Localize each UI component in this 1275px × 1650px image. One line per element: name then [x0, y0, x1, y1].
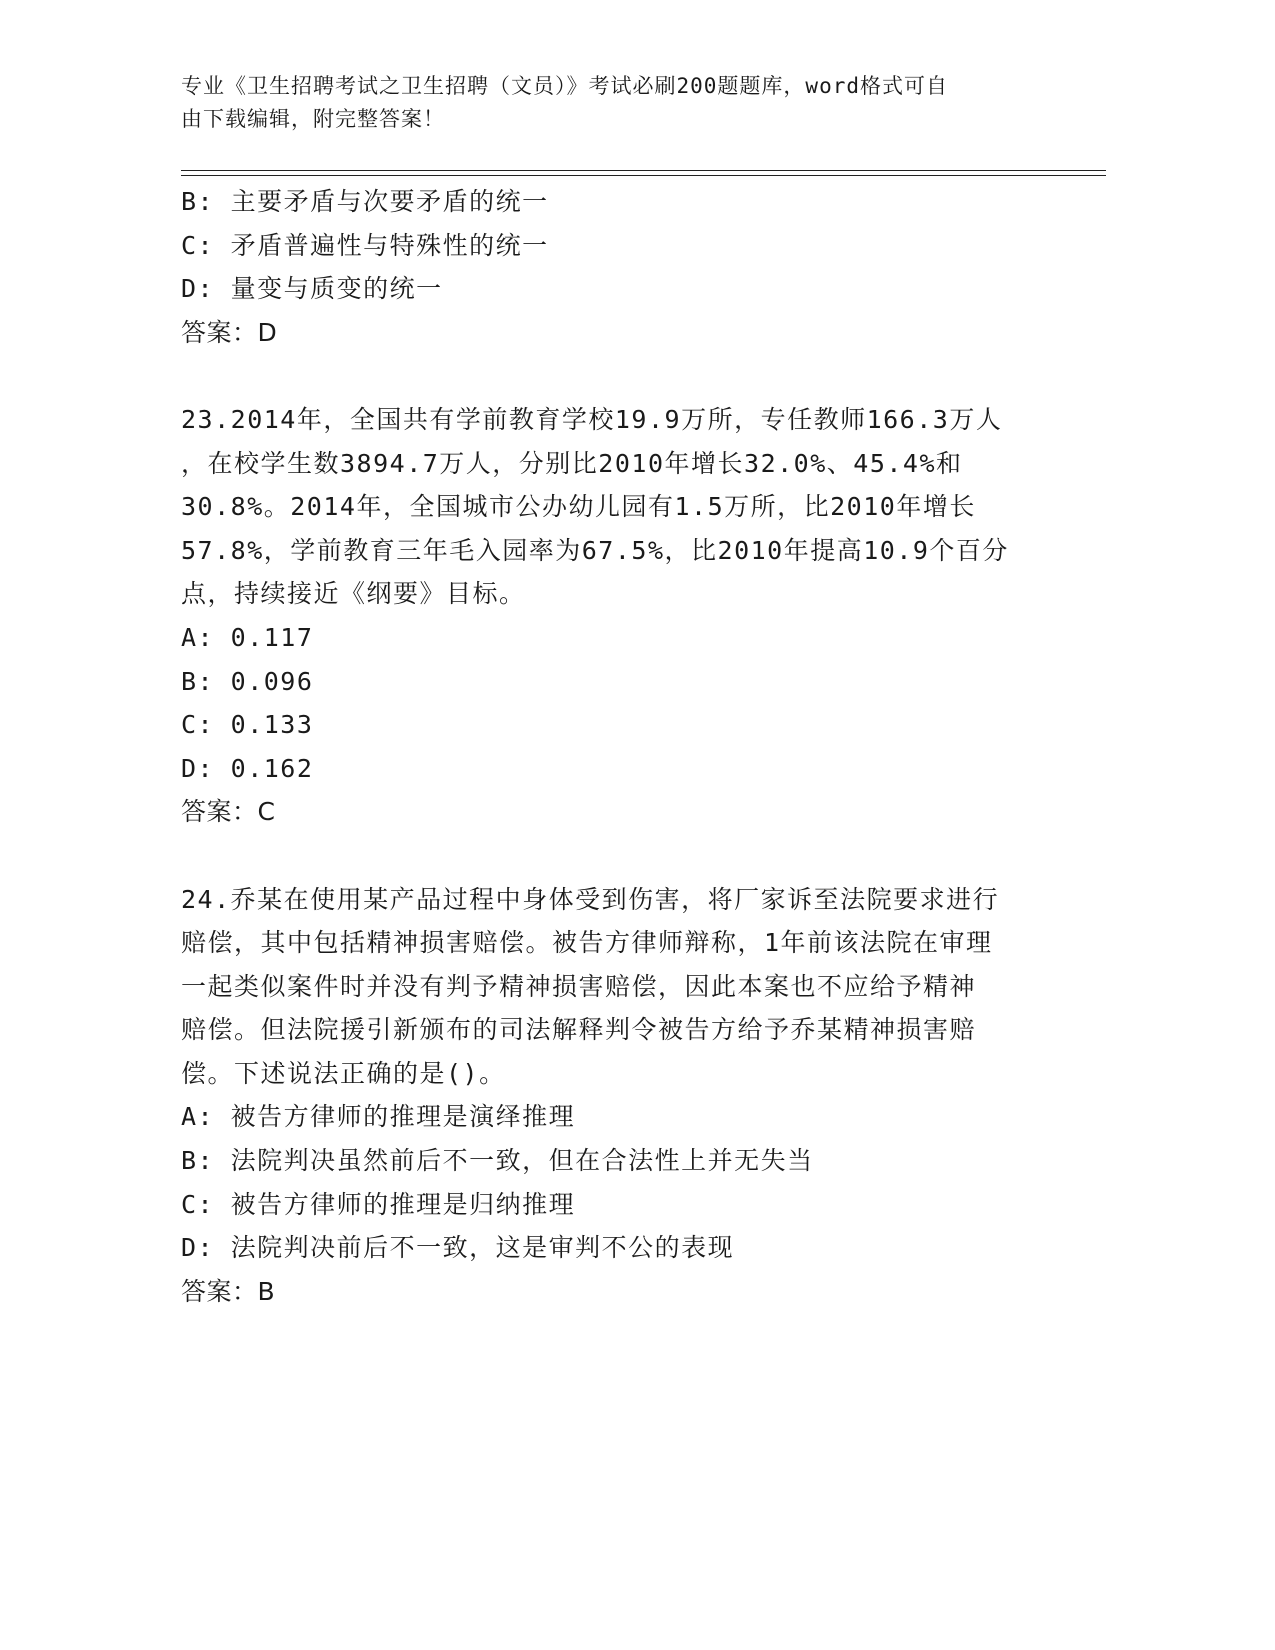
- q24-text-line-3: 一起类似案件时并没有判予精神损害赔偿，因此本案也不应给予精神: [181, 971, 977, 1001]
- document-header: [181, 70, 1061, 136]
- header-line-2: 由下载编辑，附完整答案！: [181, 107, 445, 131]
- header-line-1: 专业《卫生招聘考试之卫生招聘（文员）》考试必刷200题题库，word格式可自: [181, 74, 948, 98]
- question-23: [181, 398, 1041, 834]
- q22-option-b: B: 主要矛盾与次要矛盾的统一: [181, 187, 549, 216]
- q23-option-c: C: 0.133: [181, 710, 314, 740]
- q24-option-b: B: 法院判决虽然前后不一致，但在合法性上并无失当: [181, 1146, 814, 1176]
- q24-text-line-5: 偿。下述说法正确的是()。: [181, 1058, 506, 1088]
- spacer: [181, 354, 1041, 398]
- q23-text-line-1: 23.2014年，全国共有学前教育学校19.9万所，专任教师166.3万人: [181, 404, 1003, 434]
- q22-option-c: C: 矛盾普遍性与特殊性的统一: [181, 230, 549, 260]
- q24-text-line-1: 24.乔某在使用某产品过程中身体受到伤害，将厂家诉至法院要求进行: [181, 884, 1000, 914]
- q23-answer: 答案：C: [181, 797, 276, 827]
- spacer: [181, 834, 1041, 878]
- q23-text-line-3: 30.8%。2014年，全国城市公办幼儿园有1.5万所，比2010年增长: [181, 492, 976, 522]
- q24-option-c: C: 被告方律师的推理是归纳推理: [181, 1189, 576, 1219]
- q22-answer: 答案：D: [181, 317, 278, 347]
- q24-option-a: A: 被告方律师的推理是演绎推理: [181, 1102, 576, 1132]
- question-22: [181, 180, 1041, 354]
- q23-option-d: D: 0.162: [181, 753, 314, 783]
- q23-text-line-2: ，在校学生数3894.7万人，分别比2010年增长32.0%、45.4%和: [181, 448, 963, 478]
- header-divider-top: [181, 170, 1106, 171]
- q23-option-a: A: 0.117: [181, 622, 314, 652]
- q23-text-line-4: 57.8%，学前教育三年毛入园率为67.5%，比2010年提高10.9个百分: [181, 535, 1009, 565]
- q24-text-line-4: 赔偿。但法院援引新颁布的司法解释判令被告方给予乔某精神损害赔: [181, 1015, 977, 1045]
- question-24: [181, 878, 1041, 1314]
- header-divider-bottom: [181, 175, 1106, 176]
- q24-text-line-2: 赔偿，其中包括精神损害赔偿。被告方律师辩称，1年前该法院在审理: [181, 928, 993, 958]
- q23-text-line-5: 点，持续接近《纲要》目标。: [181, 579, 526, 609]
- q22-option-d: D: 量变与质变的统一: [181, 274, 443, 304]
- q24-option-d: D: 法院判决前后不一致，这是审判不公的表现: [181, 1233, 735, 1263]
- q23-option-b: B: 0.096: [181, 666, 314, 696]
- document-body: [181, 180, 1041, 1313]
- q24-answer: 答案：B: [181, 1276, 276, 1306]
